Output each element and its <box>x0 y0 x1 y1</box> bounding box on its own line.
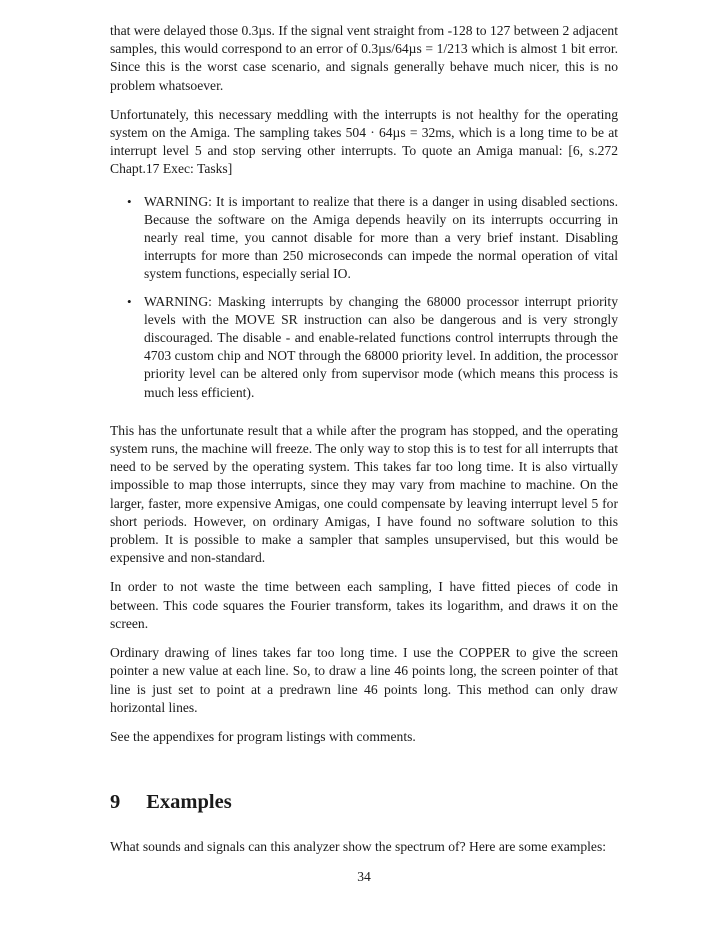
section-title: Examples <box>146 791 232 814</box>
section-number: 9 <box>110 791 121 814</box>
paragraph-interrupts: Unfortunately, this necessary meddling with the interrupts is not healthy for the operating system on the Amiga. The sampling takes 504 · 64µs = 32ms, which is a long time to be at interrupt level 5 and stop serving other interrupts. To quote an Amiga manual: [6, s.272 Chapt.17 Exec: Tasks] <box>110 106 618 177</box>
paragraph-section-intro: What sounds and signals can this analyzer show the spectrum of? Here are some examples: <box>110 839 607 855</box>
warning-item <box>127 293 618 402</box>
page-number: 34 <box>357 869 371 884</box>
paragraph-freeze: This has the unfortunate result that a while after the program has stopped, and the operating system runs, the machine will freeze. The only way to stop this is to test for all interrupts that need to be served by the operating system. This takes far too long time. It is also virtually impossible to map those interrupts, since they may vary from machine to machine. On the larger, faster, more expensive Amigas, one could compensate by leaving interrupt level 5 for short periods. However, on ordinary Amigas, I have found no software solution to this problem. It is possible to make a sampler that samples unsupervised, but this would be expensive and non-standard. <box>110 422 618 566</box>
bullet-icon: • <box>127 193 132 209</box>
warning-text: WARNING: Masking interrupts by changing the 68000 processor interrupt priority levels with the MOVE SR instruction can also be dangerous and is very strongly discouraged. The disable - and enable-related functions control interrupts through the 4703 custom chip and NOT through the 68000 priority level. In addition, the processor priority level can be altered only from supervisor mode (which means this process is much less efficient). <box>144 293 618 400</box>
section-heading <box>110 790 618 814</box>
warning-list <box>110 193 618 402</box>
paragraph-error-analysis: that were delayed those 0.3µs. If the signal vent straight from -128 to 127 between 2 adjacent samples, this would correspond to an error of 0.3µs/64µs = 1/213 which is almost 1 bit error. Since this is the worst case scenario, and signals generally behave much nicer, this is no problem whatsoever. <box>110 23 618 93</box>
warning-text: WARNING: It is important to realize that there is a danger in using disabled sections. Because the software on the Amiga depends heavily on its interrupts occurring in nearly real time, you cannot disable for more than a very brief instant. Disabling interrupts for more than 250 microseconds can impede the normal operation of vital system functions, especially serial IO. <box>144 193 618 282</box>
paragraph-appendixes: See the appendixes for program listings with comments. <box>110 728 416 744</box>
bullet-icon: • <box>127 293 132 309</box>
document-page <box>110 22 618 867</box>
paragraph-copper: Ordinary drawing of lines takes far too long time. I use the COPPER to give the screen pointer a new value at each line. So, to draw a line 46 points long, the screen pointer of that line is just set to point at a predrawn line 46 points long. This method can only draw horizontal lines. <box>110 645 618 715</box>
paragraph-code-pieces: In order to not waste the time between each sampling, I have fitted pieces of code in between. This code squares the Fourier transform, takes its logarithm, and draws it on the screen. <box>110 579 618 631</box>
warning-item <box>127 193 618 284</box>
